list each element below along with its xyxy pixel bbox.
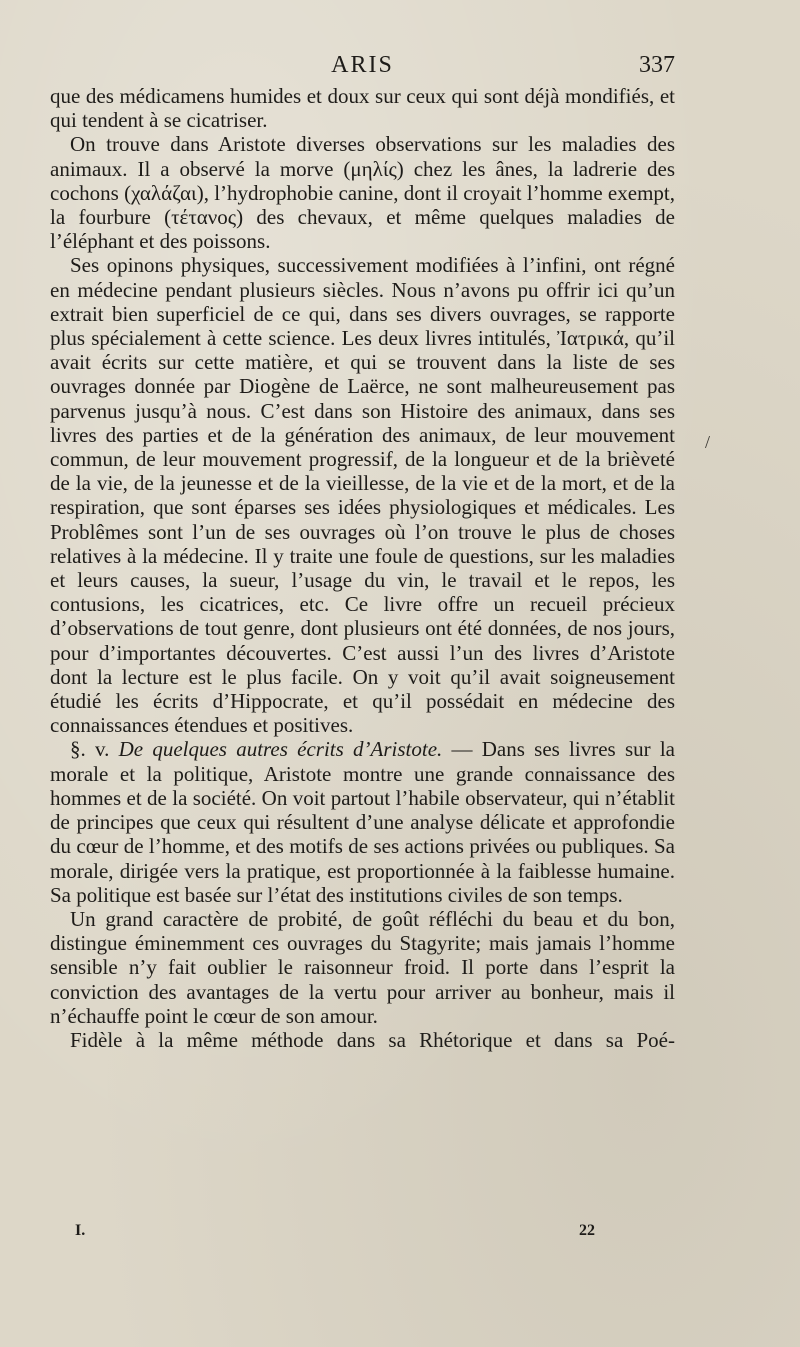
margin-pencil-mark: / [705,432,711,452]
page-number: 337 [639,52,675,78]
signature-gathering: 22 [579,1222,595,1239]
running-title: ARIS [331,52,394,78]
signature-volume: I. [75,1222,86,1239]
paragraph-opinions-physiques: Ses opinons physiques, successivement modifiées à l’infini, ont régné en médecine pendant plusieurs siècles. Nous n’avons pu offrir ici qu’un extrait bien superficiel de ce qui, dans ses divers ouvrages, se rapporte plus spécialement à cette science. Les deux livres intitulés, Ἰατρικά, qu’il avait écrits sur cette matière, et qui se trouvent dans la liste de ses ouvrages donnée par Diogène de Laërce, ne sont malheureusement pas parvenus jusqu’à nous. C’est dans son Histoire des animaux, dans ses livres des parties et de la génération des animaux, de leur mouvement commun, de leur mouvement progressif, de la longueur et de la brièveté de la vie, de la jeunesse et de la vieillesse, de la vie et de la mort, et de la respiration, que sont éparses ses idées physiologiques et médicales. Les Problêmes sont l’un de ses ouvrages où l’on trouve le plus de choses relatives à la médecine. Il y traite une foule de questions, sur les maladies et leurs causes, la sueur, l’usage du vin, le travail et le repos, les contusions, les cicatrices, etc. Ce livre offre un recueil précieux d’observations de tout genre, dont plusieurs ont été données, de nos jours, pour d’importantes découvertes. C’est aussi l’un des livres d’Aristote dont la lecture est le plus facile. On y voit qu’il avait soigneusement étudié les écrits d’Hippocrate, et qu’il possédait en médecine des connaissances étendues et positives. [50,253,675,738]
paragraph-section-v: §. v. De quelques autres écrits d’Aristote. — Dans ses livres sur la morale et la politique, Aristote montre une grande connaissance des hommes et de la société. On voit partout l’habile observateur, qui n’établit de principes que ceux qui résultent d’une analyse délicate et approfondie du cœur de l’homme, et des motifs de ses actions privées ou publiques. Sa morale, dirigée vers la pratique, est proportionnée à la faiblesse humaine. Sa politique est basée sur l’état des institutions civiles de son temps. [50,737,675,907]
section-number: §. v. [70,737,110,762]
paragraph-continuation: que des médicamens humides et doux sur ceux qui sont déjà mondifiés, et qui tendent à se cicatriser. [50,84,675,133]
page-footer [75,1222,595,1246]
page-body [50,84,675,1052]
page-header [50,52,675,82]
paragraph-probite: Un grand caractère de probité, de goût réfléchi du beau et du bon, distingue éminemment ces ouvrages du Stagyrite; mais jamais l’homme sensible n’y fait oublier le raisonneur froid. Il porte dans l’esprit la conviction des avantages de la vertu pour arriver au bonheur, mais il n’échauffe point le cœur de son amour. [50,906,675,1028]
paragraph-maladies-animaux: On trouve dans Aristote diverses observations sur les maladies des animaux. Il a observé la morve (μηλίς) chez les ânes, la ladrerie des cochons (χαλάζαι), l’hydrophobie canine, dont il croyait l’homme exempt, la fourbure (τέτανος) des chevaux, et même quelques maladies de l’éléphant et des poissons. [50,132,675,254]
section-title: De quelques autres écrits d’Aristote. [118,737,443,762]
paragraph-rhetorique: Fidèle à la même méthode dans sa Rhétorique et dans sa Poé- [70,1027,675,1052]
